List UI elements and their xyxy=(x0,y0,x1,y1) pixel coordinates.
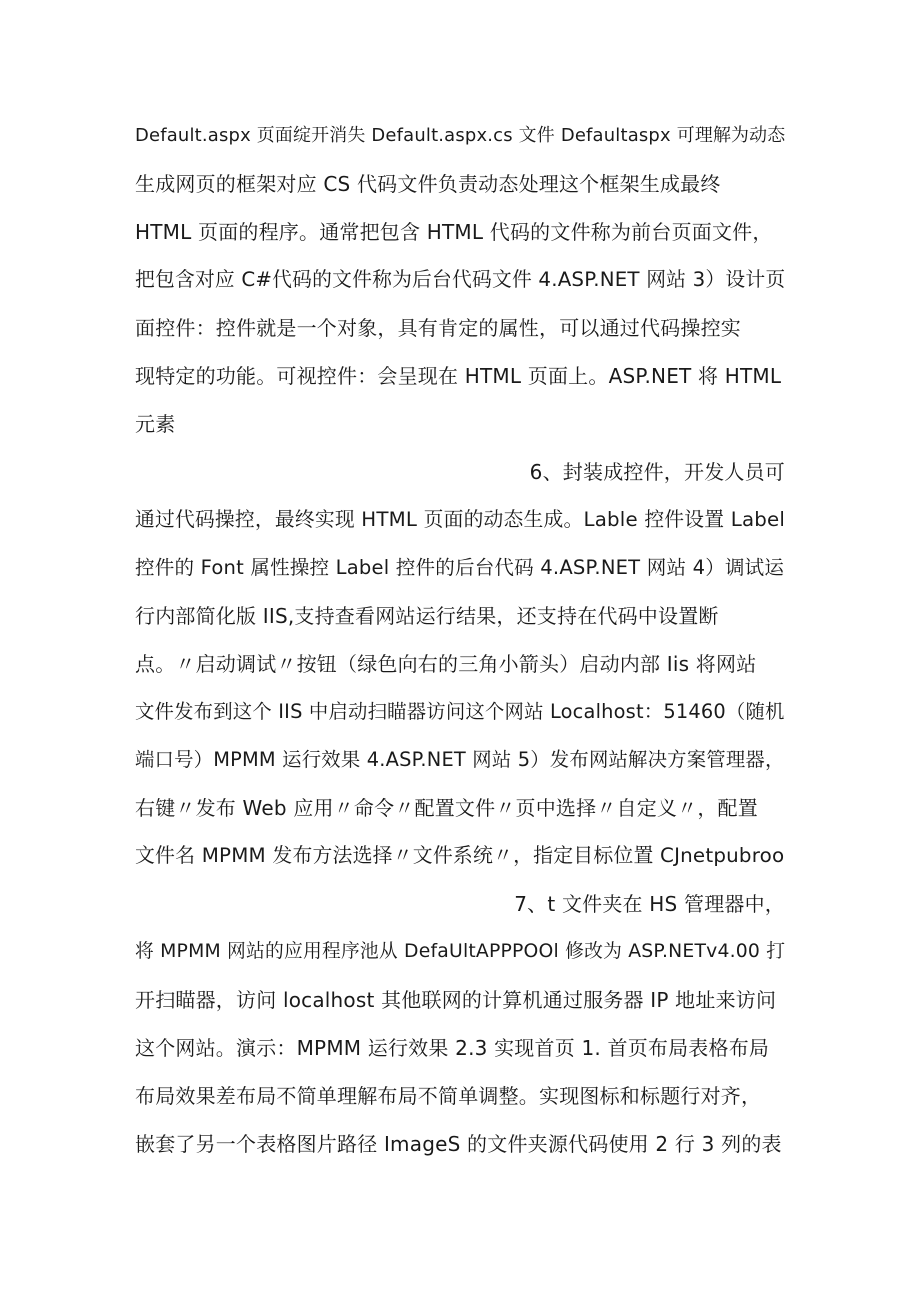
text-line: 生成网页的框架对应 CS 代码文件负责动态处理这个框架生成最终 xyxy=(135,172,721,196)
text-line: 这个网站。演示：MPMM 运行效果 2.3 实现首页 1. 首页布局表格布局 xyxy=(135,1036,770,1060)
text-line: HTML 页面的程序。通常把包含 HTML 代码的文件称为前台页面文件， xyxy=(135,220,773,244)
section-heading-line: 6、封装成控件，开发人员可 xyxy=(529,460,785,484)
text-line: Default.aspx 页面绽开消失 Default.aspx.cs 文件 Defaultaspx 可理解为动态 xyxy=(135,125,786,146)
text-line: 把包含对应 C#代码的文件称为后台代码文件 4.ASP.NET 网站 3）设计页 xyxy=(135,268,786,291)
text-line: 控件的 Font 属性操控 Label 控件的后台代码 4.ASP.NET 网站 4）调试运 xyxy=(135,556,785,579)
section-heading-line: 7、t 文件夹在 HS 管理器中， xyxy=(514,892,785,916)
text-line: 嵌套了另一个表格图片路径 ImageS 的文件夹源代码使用 2 行 3 列的表 xyxy=(135,1132,782,1156)
text-line: 文件发布到这个 IIS 中启动扫瞄器访问这个网站 Localhost：51460（随机 xyxy=(135,700,785,723)
text-line: 面控件：控件就是一个对象，具有肯定的属性，可以通过代码操控实 xyxy=(135,316,741,340)
text-line: 元素 xyxy=(135,412,176,436)
text-line: 开扫瞄器，访问 localhost 其他联网的计算机通过服务器 IP 地址来访问 xyxy=(135,988,777,1012)
text-line: 端口号）MPMM 运行效果 4.ASP.NET 网站 5）发布网站解决方案管理器， xyxy=(135,748,785,771)
text-line: 现特定的功能。可视控件：会呈现在 HTML 页面上。ASP.NET 将 HTML xyxy=(135,364,782,388)
text-line: 行内部简化版 IIS,支持查看网站运行结果，还支持在代码中设置断 xyxy=(135,604,719,628)
text-line: 布局效果差布局不简单理解布局不简单调整。实现图标和标题行对齐， xyxy=(135,1084,762,1108)
text-line: 通过代码操控，最终实现 HTML 页面的动态生成。Lable 控件设置 Label xyxy=(135,508,786,531)
text-line: 文件名 MPMM 发布方法选择〃文件系统〃，指定目标位置 CJnetpubroo xyxy=(135,844,785,867)
text-line: 点。〃启动调试〃按钮（绿色向右的三角小箭头）启动内部 Iis 将网站 xyxy=(135,652,757,676)
text-line: 右键〃发布 Web 应用〃命令〃配置文件〃页中选择〃自定义〃，配置 xyxy=(135,796,758,820)
text-line: 将 MPMM 网站的应用程序池从 DefaUltAPPPOOl 修改为 ASP.NETv4.00 打 xyxy=(135,941,786,962)
